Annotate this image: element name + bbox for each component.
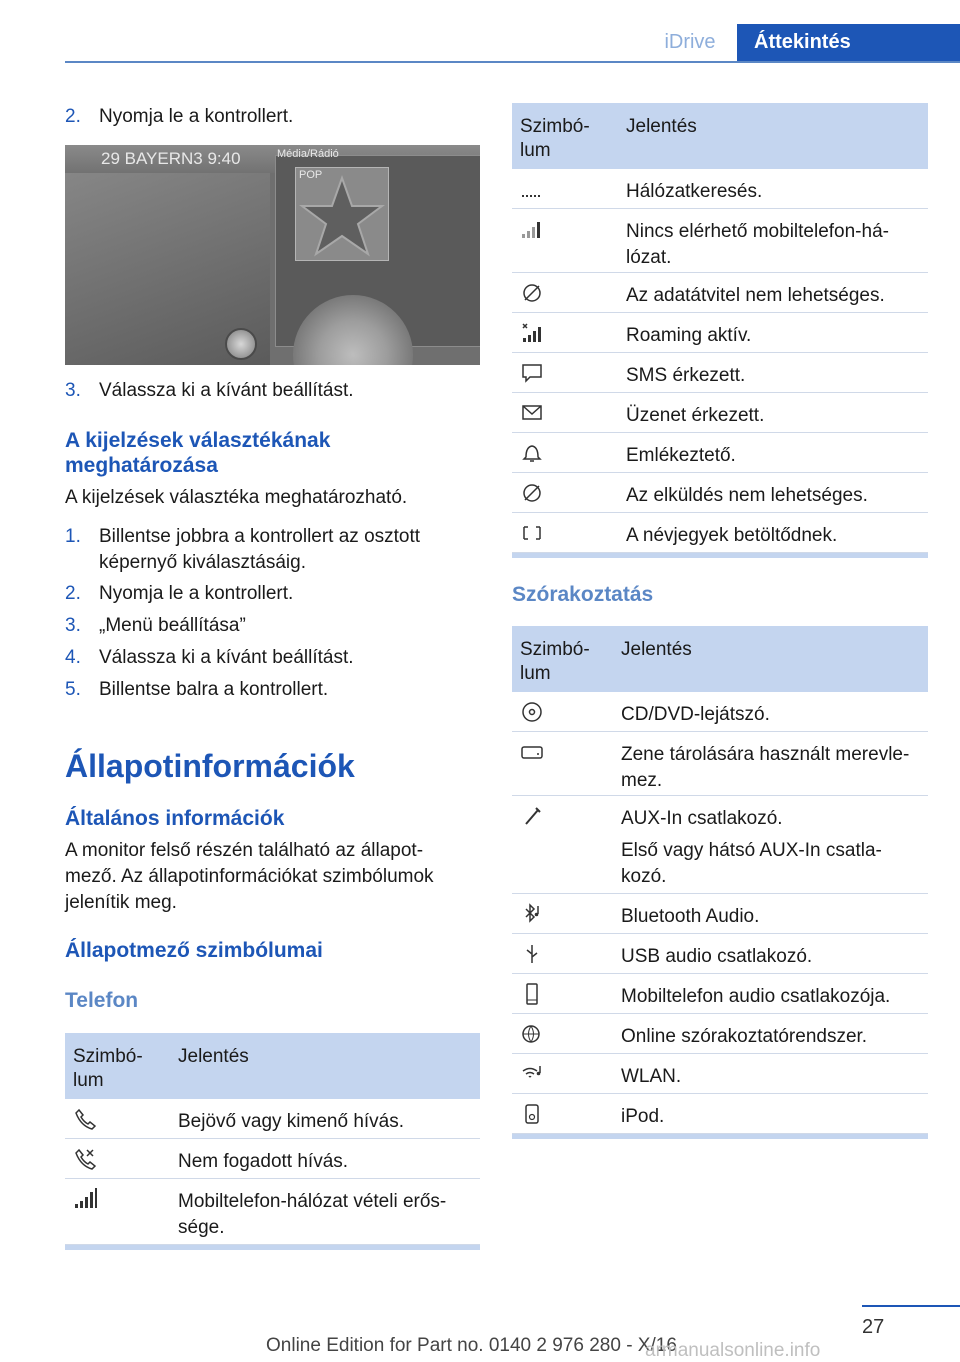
general-info-title: Általános információk bbox=[65, 807, 285, 830]
col-symbol-header: Szimbó-lum bbox=[73, 1046, 143, 1091]
roaming-icon bbox=[520, 321, 544, 343]
table-row bbox=[512, 473, 928, 513]
step-text: Nyomja le a kontrollert. bbox=[99, 106, 294, 127]
row-meaning-text: Mobiltelefon audio csatlakozója. bbox=[621, 986, 891, 1007]
row-meaning bbox=[621, 1024, 920, 1050]
screen-tile-label: POP bbox=[299, 169, 323, 181]
screen-tile bbox=[295, 167, 389, 261]
step-number: 4. bbox=[65, 647, 81, 668]
table-header bbox=[65, 1033, 480, 1099]
table-row bbox=[512, 513, 928, 553]
network-search-icon bbox=[520, 177, 544, 199]
step-number: 3. bbox=[65, 380, 81, 401]
header-tab-idrive: iDrive bbox=[664, 31, 716, 53]
table-end-bar bbox=[512, 553, 928, 558]
disc-icon bbox=[520, 700, 544, 722]
row-meaning bbox=[621, 742, 920, 794]
row-meaning-text: CD/DVD-lejátszó. bbox=[621, 704, 770, 725]
edition-text: Online Edition for Part no. 0140 2 976 280 - X/16 bbox=[266, 1335, 677, 1356]
row-meaning bbox=[626, 403, 920, 429]
row-meaning-text: Emlékeztető. bbox=[626, 445, 736, 466]
phone-symbol-table bbox=[65, 1033, 480, 1250]
header-tab-attekintes: Áttekintés bbox=[737, 24, 960, 61]
row-meaning bbox=[178, 1149, 472, 1175]
usb-icon bbox=[520, 942, 544, 964]
no-network-icon bbox=[520, 217, 544, 239]
table-header bbox=[512, 103, 928, 169]
row-meaning bbox=[626, 483, 920, 509]
statusbar-title: Állapotmező szimbólumai bbox=[65, 939, 323, 962]
row-meaning-text: Hálózatkeresés. bbox=[626, 181, 763, 202]
no-data-icon bbox=[520, 281, 544, 303]
footer-rule bbox=[862, 1305, 960, 1307]
row-meaning bbox=[626, 443, 920, 469]
row-meaning-text: Online szórakoztatórendszer. bbox=[621, 1026, 868, 1047]
table-row bbox=[512, 273, 928, 313]
wlan-icon bbox=[520, 1062, 544, 1084]
col-meaning-header: Jelentés bbox=[178, 1046, 249, 1067]
table-row bbox=[512, 169, 928, 209]
phone-symbol-table-continued bbox=[512, 103, 928, 558]
table-row bbox=[512, 1014, 928, 1054]
table-row bbox=[512, 1054, 928, 1094]
row-meaning-text: AUX-In csatlakozó. bbox=[621, 808, 783, 829]
sms-icon bbox=[520, 361, 544, 383]
col-meaning-header: Jelentés bbox=[621, 639, 692, 660]
row-meaning bbox=[178, 1189, 472, 1241]
row-meaning bbox=[621, 702, 920, 728]
online-entertainment-icon bbox=[520, 1022, 544, 1044]
table-row bbox=[512, 1094, 928, 1134]
row-meaning bbox=[621, 1064, 920, 1090]
row-meaning-text: USB audio csatlakozó. bbox=[621, 946, 813, 967]
idrive-screen-image bbox=[65, 145, 480, 365]
step-text: „Menü beállítása” bbox=[99, 615, 246, 636]
star-icon bbox=[296, 168, 388, 260]
row-meaning-text: Nem fogadott hívás. bbox=[178, 1151, 349, 1172]
step-text: Billentse jobbra a kontrollert az osztott képernyő kiválasztásáig. bbox=[99, 526, 421, 573]
row-meaning-text: Bluetooth Audio. bbox=[621, 906, 760, 927]
hard-drive-icon bbox=[520, 740, 544, 762]
table-row bbox=[512, 433, 928, 473]
row-meaning bbox=[621, 984, 920, 1010]
missed-call-icon bbox=[73, 1147, 97, 1169]
send-disabled-icon bbox=[520, 481, 544, 503]
table-row bbox=[512, 732, 928, 796]
table-row bbox=[65, 1139, 480, 1179]
row-meaning-text-extra: Első vagy hátsó AUX-In csatla-kozó. bbox=[621, 840, 882, 887]
controller-button bbox=[225, 328, 257, 360]
table-row bbox=[512, 353, 928, 393]
row-meaning-text: Üzenet érkezett. bbox=[626, 405, 765, 426]
table-header bbox=[512, 626, 928, 692]
entertainment-symbol-table bbox=[512, 626, 928, 1139]
row-meaning bbox=[626, 219, 920, 271]
row-meaning-text: Roaming aktív. bbox=[626, 325, 752, 346]
section-intro: A kijelzések választéka meghatározható. bbox=[65, 487, 408, 508]
screen-station-text: 29 BAYERN3 9:40 bbox=[101, 149, 241, 168]
row-meaning-text: WLAN. bbox=[621, 1066, 682, 1087]
ipod-icon bbox=[520, 1102, 544, 1124]
screen-menu-text: Média/Rádió bbox=[277, 148, 339, 160]
row-meaning bbox=[626, 179, 920, 205]
row-meaning bbox=[621, 1104, 920, 1130]
row-meaning-text: Az adatátvitel nem lehetséges. bbox=[626, 285, 885, 306]
table-end-bar bbox=[65, 1245, 480, 1250]
row-meaning-text: iPod. bbox=[621, 1106, 665, 1127]
table-row bbox=[512, 692, 928, 732]
signal-strength-icon bbox=[73, 1187, 97, 1209]
table-row bbox=[512, 974, 928, 1014]
step-text: Nyomja le a kontrollert. bbox=[99, 583, 294, 604]
chapter-title: Állapotinformációk bbox=[65, 748, 355, 784]
page-number: 27 bbox=[862, 1316, 885, 1338]
col-symbol-header: Szimbó-lum bbox=[520, 116, 590, 161]
row-meaning-text: Bejövő vagy kimenő hívás. bbox=[178, 1111, 405, 1132]
aux-plug-icon bbox=[520, 804, 544, 826]
bell-icon bbox=[520, 441, 544, 463]
col-symbol-header: Szimbó-lum bbox=[520, 639, 590, 684]
table-row bbox=[65, 1179, 480, 1245]
row-meaning bbox=[621, 806, 920, 890]
row-meaning-text: Az elküldés nem lehetséges. bbox=[626, 485, 868, 506]
general-info-text: A monitor felső részén található az állapot-mező. Az állapotinformációkat szimbólumok jelenítik meg. bbox=[65, 840, 434, 913]
bluetooth-audio-icon bbox=[520, 902, 544, 924]
step-number: 2. bbox=[65, 106, 81, 127]
row-meaning-text: Zene tárolására használt merevle-mez. bbox=[621, 744, 910, 791]
table-row bbox=[65, 1099, 480, 1139]
table-row bbox=[512, 393, 928, 433]
step-text: Billentse balra a kontrollert. bbox=[99, 679, 329, 700]
envelope-icon bbox=[520, 401, 544, 423]
step-number: 3. bbox=[65, 615, 81, 636]
row-meaning bbox=[178, 1109, 472, 1135]
table-end-bar bbox=[512, 1134, 928, 1139]
step-number: 2. bbox=[65, 583, 81, 604]
watermark: armanualsonline.info bbox=[645, 1340, 821, 1361]
table-row bbox=[512, 796, 928, 894]
step-number: 1. bbox=[65, 526, 81, 547]
col-meaning-header: Jelentés bbox=[626, 116, 697, 137]
entertainment-title: Szórakoztatás bbox=[512, 583, 654, 606]
mobile-phone-icon bbox=[520, 982, 544, 1004]
row-meaning bbox=[626, 363, 920, 389]
row-meaning-text: A névjegyek betöltődnek. bbox=[626, 525, 838, 546]
contacts-loading-icon bbox=[520, 521, 544, 543]
row-meaning bbox=[621, 944, 920, 970]
phone-title: Telefon bbox=[65, 989, 139, 1012]
table-row bbox=[512, 313, 928, 353]
step-number: 5. bbox=[65, 679, 81, 700]
table-row bbox=[512, 934, 928, 974]
step-text: Válassza ki a kívánt beállítást. bbox=[99, 380, 354, 401]
phone-call-icon bbox=[73, 1107, 97, 1129]
row-meaning-text: Mobiltelefon-hálózat vételi erős-sége. bbox=[178, 1191, 447, 1238]
header-rule bbox=[65, 61, 960, 63]
row-meaning-text: SMS érkezett. bbox=[626, 365, 746, 386]
section-title: A kijelzések választékának meghatározása bbox=[65, 429, 331, 477]
row-meaning bbox=[626, 283, 920, 309]
table-row bbox=[512, 894, 928, 934]
table-row bbox=[512, 209, 928, 273]
row-meaning bbox=[626, 323, 920, 349]
row-meaning bbox=[626, 523, 920, 549]
row-meaning bbox=[621, 904, 920, 930]
step-text: Válassza ki a kívánt beállítást. bbox=[99, 647, 354, 668]
row-meaning-text: Nincs elérhető mobiltelefon-há-lózat. bbox=[626, 221, 889, 268]
